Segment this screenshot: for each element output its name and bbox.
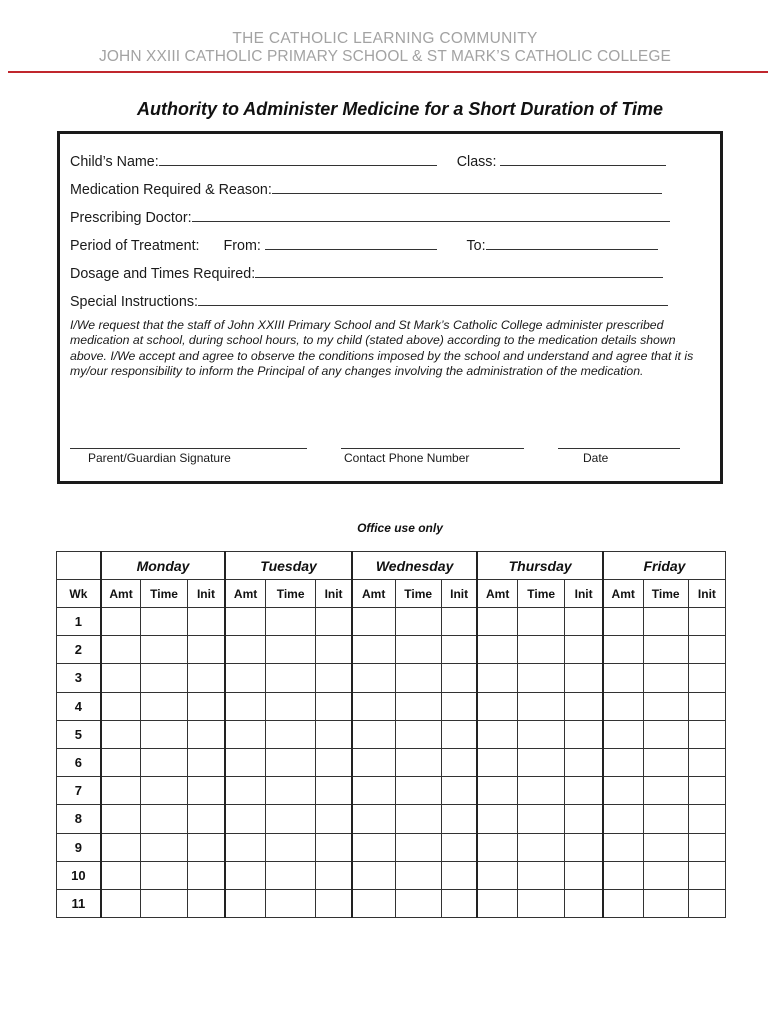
week-number: 7 [57, 777, 101, 805]
amt-cell[interactable] [477, 636, 517, 664]
init-cell[interactable] [565, 692, 603, 720]
amt-cell[interactable] [101, 805, 141, 833]
init-cell[interactable] [316, 720, 352, 748]
time-cell[interactable] [141, 777, 187, 805]
time-cell[interactable] [395, 861, 441, 889]
time-cell[interactable] [265, 833, 315, 861]
week-row [57, 636, 726, 664]
amt-cell[interactable] [477, 720, 517, 748]
time-cell[interactable] [141, 636, 187, 664]
amt-cell[interactable] [225, 833, 265, 861]
time-header: Time [395, 580, 441, 608]
time-cell[interactable] [643, 692, 688, 720]
amt-cell[interactable] [225, 748, 265, 776]
init-cell[interactable] [565, 861, 603, 889]
init-cell[interactable] [688, 692, 725, 720]
amt-cell[interactable] [603, 720, 643, 748]
init-cell[interactable] [441, 692, 477, 720]
init-header: Init [565, 580, 603, 608]
time-cell[interactable] [643, 720, 688, 748]
amt-cell[interactable] [101, 636, 141, 664]
week-number: 9 [57, 833, 101, 861]
time-cell[interactable] [265, 720, 315, 748]
time-cell[interactable] [141, 608, 187, 636]
amt-cell[interactable] [225, 636, 265, 664]
amt-header: Amt [352, 580, 395, 608]
init-cell[interactable] [187, 777, 225, 805]
time-cell[interactable] [395, 720, 441, 748]
time-cell[interactable] [643, 748, 688, 776]
time-header: Time [141, 580, 187, 608]
time-cell[interactable] [643, 805, 688, 833]
time-cell[interactable] [141, 720, 187, 748]
signature-label: Parent/Guardian Signature [88, 451, 231, 465]
time-cell[interactable] [265, 608, 315, 636]
init-cell[interactable] [187, 608, 225, 636]
week-number: 1 [57, 608, 101, 636]
date-field[interactable] [558, 448, 680, 449]
time-cell[interactable] [643, 861, 688, 889]
amt-cell[interactable] [101, 833, 141, 861]
amt-cell[interactable] [352, 861, 395, 889]
time-cell[interactable] [518, 692, 565, 720]
amt-cell[interactable] [352, 664, 395, 692]
init-cell[interactable] [187, 720, 225, 748]
time-cell[interactable] [265, 636, 315, 664]
time-header: Time [643, 580, 688, 608]
init-cell[interactable] [688, 833, 725, 861]
office-use-label: Office use only [357, 521, 443, 535]
from-field[interactable] [265, 235, 437, 250]
amt-header: Amt [225, 580, 265, 608]
amt-cell[interactable] [603, 805, 643, 833]
time-cell[interactable] [265, 664, 315, 692]
week-number: 4 [57, 692, 101, 720]
community-header: THE CATHOLIC LEARNING COMMUNITY [232, 30, 538, 47]
to-label: To: [466, 238, 486, 254]
amt-cell[interactable] [101, 664, 141, 692]
time-cell[interactable] [265, 805, 315, 833]
amt-cell[interactable] [225, 861, 265, 889]
doctor-label: Prescribing Doctor: [70, 210, 192, 226]
init-cell[interactable] [441, 636, 477, 664]
wk-header: Wk [57, 580, 101, 608]
week-row [57, 805, 726, 833]
init-cell[interactable] [316, 833, 352, 861]
amt-cell[interactable] [477, 748, 517, 776]
amt-cell[interactable] [225, 692, 265, 720]
schools-header: JOHN XXIII CATHOLIC PRIMARY SCHOOL & ST MARK’S CATHOLIC COLLEGE [99, 48, 671, 65]
init-cell[interactable] [316, 664, 352, 692]
time-cell[interactable] [518, 664, 565, 692]
time-cell[interactable] [518, 805, 565, 833]
init-cell[interactable] [441, 777, 477, 805]
time-cell[interactable] [643, 833, 688, 861]
header-divider [8, 71, 768, 73]
week-row [57, 608, 726, 636]
subheader-row [57, 580, 726, 608]
init-cell[interactable] [187, 805, 225, 833]
init-cell[interactable] [565, 608, 603, 636]
time-cell[interactable] [518, 748, 565, 776]
time-cell[interactable] [643, 636, 688, 664]
week-row [57, 748, 726, 776]
init-cell[interactable] [565, 805, 603, 833]
from-label: From: [223, 238, 261, 254]
init-cell[interactable] [316, 748, 352, 776]
phone-label: Contact Phone Number [344, 451, 470, 465]
amt-cell[interactable] [477, 805, 517, 833]
amt-cell[interactable] [352, 889, 395, 917]
init-cell[interactable] [565, 664, 603, 692]
time-cell[interactable] [265, 861, 315, 889]
init-cell[interactable] [688, 748, 725, 776]
init-cell[interactable] [688, 805, 725, 833]
amt-cell[interactable] [352, 692, 395, 720]
day-header-row [57, 552, 726, 580]
special-label: Special Instructions: [70, 294, 198, 310]
init-cell[interactable] [316, 608, 352, 636]
amt-cell[interactable] [225, 608, 265, 636]
week-row [57, 777, 726, 805]
time-cell[interactable] [395, 692, 441, 720]
amt-cell[interactable] [352, 608, 395, 636]
dosage-row [70, 263, 663, 282]
phone-field[interactable] [341, 448, 524, 449]
time-cell[interactable] [518, 833, 565, 861]
week-number: 5 [57, 720, 101, 748]
amt-cell[interactable] [225, 889, 265, 917]
init-cell[interactable] [688, 664, 725, 692]
medication-row [70, 179, 662, 198]
time-cell[interactable] [518, 608, 565, 636]
init-cell[interactable] [441, 748, 477, 776]
dosage-field[interactable] [255, 263, 663, 278]
day-header: Friday [603, 552, 726, 580]
doctor-field[interactable] [192, 207, 670, 222]
time-cell[interactable] [643, 889, 688, 917]
time-cell[interactable] [265, 748, 315, 776]
amt-cell[interactable] [101, 608, 141, 636]
child-name-field[interactable] [159, 151, 437, 166]
init-cell[interactable] [565, 833, 603, 861]
week-number: 2 [57, 636, 101, 664]
init-cell[interactable] [187, 692, 225, 720]
init-cell[interactable] [316, 805, 352, 833]
init-cell[interactable] [688, 777, 725, 805]
medication-label: Medication Required & Reason: [70, 182, 272, 198]
init-cell[interactable] [565, 720, 603, 748]
init-cell[interactable] [688, 720, 725, 748]
special-row [70, 291, 668, 310]
init-cell[interactable] [441, 833, 477, 861]
date-label: Date [583, 451, 609, 465]
week-row [57, 692, 726, 720]
amt-header: Amt [603, 580, 643, 608]
time-cell[interactable] [265, 777, 315, 805]
amt-cell[interactable] [603, 889, 643, 917]
medication-field[interactable] [272, 179, 662, 194]
init-cell[interactable] [565, 889, 603, 917]
week-number: 10 [57, 861, 101, 889]
week-row [57, 861, 726, 889]
init-header: Init [688, 580, 725, 608]
time-cell[interactable] [395, 608, 441, 636]
time-cell[interactable] [395, 748, 441, 776]
init-cell[interactable] [187, 833, 225, 861]
amt-cell[interactable] [603, 608, 643, 636]
amt-cell[interactable] [101, 861, 141, 889]
amt-cell[interactable] [225, 720, 265, 748]
class-field[interactable] [500, 151, 666, 166]
week-number: 8 [57, 805, 101, 833]
amt-cell[interactable] [477, 664, 517, 692]
declaration-text: I/We request that the staff of John XXIII Primary School and St Mark’s Catholic College administer prescribed medication at school, during school hours, to my child (stated above) according to the medication details shown above. I/We accept and agree to observe the conditions imposed by the school and understand and agree that it is my/our responsibility to inform the Principal of any changes involving the administration of the medication. [70, 318, 694, 378]
time-cell[interactable] [265, 889, 315, 917]
amt-cell[interactable] [603, 664, 643, 692]
time-cell[interactable] [395, 833, 441, 861]
day-header: Monday [101, 552, 226, 580]
time-cell[interactable] [518, 861, 565, 889]
amt-cell[interactable] [101, 692, 141, 720]
amt-cell[interactable] [603, 748, 643, 776]
time-header: Time [518, 580, 565, 608]
time-cell[interactable] [141, 861, 187, 889]
time-cell[interactable] [643, 608, 688, 636]
amt-cell[interactable] [477, 777, 517, 805]
init-cell[interactable] [316, 636, 352, 664]
consent-form-box [57, 131, 723, 484]
init-header: Init [187, 580, 225, 608]
time-cell[interactable] [643, 777, 688, 805]
amt-header: Amt [101, 580, 141, 608]
dosage-label: Dosage and Times Required: [70, 266, 256, 282]
time-cell[interactable] [265, 692, 315, 720]
init-header: Init [316, 580, 352, 608]
amt-cell[interactable] [352, 833, 395, 861]
amt-cell[interactable] [477, 692, 517, 720]
week-number: 3 [57, 664, 101, 692]
amt-cell[interactable] [477, 608, 517, 636]
time-cell[interactable] [141, 692, 187, 720]
init-cell[interactable] [688, 861, 725, 889]
init-cell[interactable] [441, 889, 477, 917]
amt-cell[interactable] [352, 720, 395, 748]
init-header: Init [441, 580, 477, 608]
week-row [57, 889, 726, 917]
to-field[interactable] [486, 235, 658, 250]
init-cell[interactable] [565, 748, 603, 776]
class-label: Class: [456, 154, 497, 170]
time-cell[interactable] [141, 664, 187, 692]
init-cell[interactable] [187, 664, 225, 692]
amt-cell[interactable] [352, 805, 395, 833]
special-field[interactable] [198, 291, 668, 306]
init-cell[interactable] [187, 889, 225, 917]
init-cell[interactable] [187, 636, 225, 664]
init-cell[interactable] [441, 608, 477, 636]
init-cell[interactable] [187, 748, 225, 776]
amt-cell[interactable] [101, 889, 141, 917]
init-cell[interactable] [316, 777, 352, 805]
day-header: Tuesday [225, 552, 352, 580]
amt-cell[interactable] [603, 692, 643, 720]
time-cell[interactable] [395, 889, 441, 917]
init-cell[interactable] [565, 636, 603, 664]
init-cell[interactable] [316, 692, 352, 720]
time-cell[interactable] [141, 748, 187, 776]
amt-cell[interactable] [603, 636, 643, 664]
amt-cell[interactable] [101, 748, 141, 776]
amt-cell[interactable] [603, 861, 643, 889]
time-cell[interactable] [395, 636, 441, 664]
corner-cell [57, 552, 101, 580]
amt-cell[interactable] [225, 777, 265, 805]
amt-cell[interactable] [352, 748, 395, 776]
amt-cell[interactable] [101, 720, 141, 748]
init-cell[interactable] [441, 805, 477, 833]
time-cell[interactable] [141, 805, 187, 833]
amt-cell[interactable] [352, 636, 395, 664]
amt-cell[interactable] [352, 777, 395, 805]
time-cell[interactable] [395, 777, 441, 805]
medication-log-table [56, 551, 726, 918]
period-row [70, 235, 658, 254]
init-cell[interactable] [688, 608, 725, 636]
time-cell[interactable] [518, 636, 565, 664]
child-name-row [70, 151, 666, 170]
amt-cell[interactable] [603, 777, 643, 805]
signature-field[interactable] [70, 448, 307, 449]
week-row [57, 833, 726, 861]
time-cell[interactable] [141, 889, 187, 917]
amt-cell[interactable] [225, 664, 265, 692]
amt-cell[interactable] [477, 861, 517, 889]
period-label: Period of Treatment: [70, 238, 200, 254]
day-header: Thursday [477, 552, 603, 580]
init-cell[interactable] [316, 889, 352, 917]
amt-cell[interactable] [225, 805, 265, 833]
init-cell[interactable] [688, 636, 725, 664]
amt-header: Amt [477, 580, 517, 608]
time-cell[interactable] [518, 777, 565, 805]
init-cell[interactable] [565, 777, 603, 805]
week-number: 6 [57, 748, 101, 776]
init-cell[interactable] [187, 861, 225, 889]
init-cell[interactable] [441, 861, 477, 889]
init-cell[interactable] [688, 889, 725, 917]
time-cell[interactable] [518, 889, 565, 917]
child-name-label: Child’s Name: [70, 154, 159, 170]
time-cell[interactable] [141, 833, 187, 861]
amt-cell[interactable] [603, 833, 643, 861]
amt-cell[interactable] [477, 889, 517, 917]
time-cell[interactable] [395, 805, 441, 833]
time-cell[interactable] [395, 664, 441, 692]
init-cell[interactable] [441, 720, 477, 748]
form-title: Authority to Administer Medicine for a Short Duration of Time [136, 99, 664, 119]
week-row [57, 720, 726, 748]
amt-cell[interactable] [101, 777, 141, 805]
time-cell[interactable] [643, 664, 688, 692]
time-cell[interactable] [518, 720, 565, 748]
init-cell[interactable] [441, 664, 477, 692]
day-header: Wednesday [352, 552, 478, 580]
week-row [57, 664, 726, 692]
time-header: Time [265, 580, 315, 608]
week-number: 11 [57, 889, 101, 917]
init-cell[interactable] [316, 861, 352, 889]
doctor-row [70, 207, 670, 226]
amt-cell[interactable] [477, 833, 517, 861]
